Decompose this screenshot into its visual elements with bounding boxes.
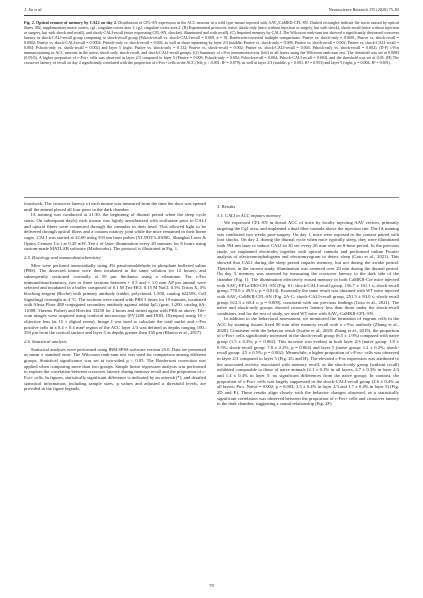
left-column	[24, 201, 206, 392]
header-authors: J. Jia et al.	[24, 7, 43, 12]
section-heading-histology: 2.5. Histology and immunohistochemistry	[24, 254, 101, 260]
running-header	[24, 7, 399, 17]
header-rule	[24, 15, 399, 16]
subsection-heading-cali: 3.1. CALI in ACC impairs memory	[217, 212, 281, 218]
section-heading-statistics: 2.6. Statistical analysis	[24, 339, 67, 345]
paragraph: In addition to the behavioral assessment, we monitored the formation of engram cells in the ACC by staining tissues fixed 90 min after memory recall with a c-Fos antibody (Zhang et al., 2020). Consistent with the behavior result (Scribe et al., 2020; Zhang et al., 2019), the proportion of c-Fos+ cells significantly increased in the shock-recall group (6.5 ± 1.9%) compared with naïve group (1.5 ± 0.3%; p = 0.002). This increase was evident in both layer 2/3 (naïve group: 1.8 ± 0.5%; shock-recall group: 7.8 ± 2.2%; p = 0.002) and layer 5 (naïve group: 1.2 ± 0.2%; shock-recall group: 4.5 ± 0.5%; p = 0.002). Meanwhile, a higher proportion of c-Fos+ cells was observed in layer 2/3 compared to layer 5 (Fig. 2G and H). The elevated c-Fos expression was attributed to the associated activity associated with memory recall, as the shock-only group (without recall) exhibited comparable to those of naïve animals (2.1 ± 0.1% in all layers, 2.7 ± 0.3% in layer 2/3 and 1.4 ± 0.4% in layer 5; no significant differences from the naïve group). In contrast, the proportion of c-Fos+ cells was largely suppressed in the shock-CALI-recall group (2.6 ± 0.4% in all layers; Pn.s. Naïve = 0.002; p = 0.002; 3.5 ± 0.4% in layer 2/3 and 1.7 ± 0.4% in layer 5) (Fig. 2D and E). These results align closely with the behavior changes observed, as a statistically significant correlation was observed between the proportion of c-Fos+ cells and crossover latency to the dark chamber, suggesting a causal relationship (Fig. 2F).	[217, 316, 399, 407]
figure-caption	[24, 20, 399, 65]
right-column	[217, 201, 399, 407]
caption-body: Distribution of CFL-SN expression in the ACC neurons in a wild type mouse injected with AAV₂/CaMKII-CFL-SN. Dashed rectangles indicate the tracts caused by optical fibers. M2, supplementary motor cortex; cg1, cingulate cortex area 1; cg2, cingulate cortex area 2. (B) Experimental protocols: naïve, shock-only (mice without injection or surgery, but with shock), shock-recall (mice without injection or surgery, but with shock and recall), and shock-CALI-recall (mice expressing CFL-SN, shocked, illuminated and with recall). (C) Impaired memory by CALI. The Wilcoxon rank-sum test showed a significantly decreased crossover latency in shock-CALI-recall group comparing to shock-recall group (Pshock-recall vs. shock-CALI-recall = 0.009, n = 9). Bonferroni-corrected multiple comparisons: Pnaïve vs. shock-only = 0.0001; Pnaïve vs. shock-recall = 0.0002; Pnaïve vs. shock-CALI-recall = 0.0004; Pshock-only vs. shock-recall = 0.002, as well as those separating by layer 2/3 (middle; Pnaïve vs. shock-only = 0.009; Pnaïve vs. shock-recall = 0.002; Pnaïve vs. shock-CALI-recall = 0.004; Pshock-only vs. shock-recall = 0.002) and layer 5 (right; Pnaïve vs. shock-only = 0.132; Pnaïve vs. shock-recall = 0.002; Pnaïve vs. shock-CALI-recall = 0.004; Pshock-only vs. shock-recall = 0.002). (D-F) c-Fos immunostaining in ACC neurons in the naïve, shock-only, shock-recall, and shock-CALI-recall groups. (G) Summary of c-Fos immunoreactivity (left) in all layers using the Wilcoxon rank-sum test. The threshold was set at 0.0083 (0.05/6). A higher proportion of c-Fos+ cells was observed in layer 2/3 compared to layer 5 (Pnaïve = 0.009; Pshock-only = 0.002; Pshock-recall = 0.004; Pshock-CALI-recall = 0.004), and the threshold was set at 0.05. (H) The crossover latency of recall on day 2 significantly correlated with the proportion of c-Fos+ cells in the ACC (left; p < 0.001, R² = 0.879), as well at layer 2/3 (middle; p < 0.001, R² = 0.953) and layer 5 (right; p = 0.004, R² = 0.691).	[24, 20, 400, 65]
paragraph: Mice were perfused transcardially using 4% paraformaldehyde in phosphate buffered saline (PBS). The dissected brains were then incubated in the same solution (or 12 hours), and subsequently sectioned coronally at 50 μm thickness using a vibratome. For c-Fos immunohistochemistry, two or three sections between + 0.5 and + 1.0 mm AP per animal were selected and incubated in a buffer composed of 0.1 M Tris-HCl, 0.15 M NaCl, 0.5% Triton X, 5% blocking reagent (Roche) with primary antibody (rabbit, polyclonal, 1:500, catalog #2250S, Cell Signaling) overnight at 4 °C. The sections were rinsed with PBS 3 times for 10 minutes, incubated with Alexa Fluor 488 conjugated secondary antibody against rabbit IgG (goat, 1:200, catalog #A-11008, Thermo Fisher) and Hoechst 33258 for 2 hours and rinsed again with PBS as above. Tile-scan images were acquired using confocal microscopy (FV1200 and IX83, Olympus) using 10 × objective lens (at 15 × digital zoom). Image J was used to calculate the total nuclei and c-Fos positive cells in a 0.4 × 0.4 mm² region of the ACC layer 2/3 was defined as depths ranging 100–350 μm from the cortical surface and layer 5 as depths greater than 350 μm (Blanco et al., 2017).	[24, 262, 206, 336]
paragraph: IA training was conducted at 21:30, the beginning of diurnal period when the sleep cycle starts. On subsequent day(s) each mouse was lightly anesthetized with isoflurane prior to CALI and optical fibers were connected through the cannulas in their head. This allowed light to be delivered through optical fibers and a custom rotatory joint while the mice remained in their home cages. CALI was started at 22:00 using 593 nm laser pulses (YL593T3–0300C, Shanghai Laser & Optics Century Co.) at 0.45 mW. Ten s of laser illumination every 20 minutes for 8 hours using custom-made MATLAB software (Mathworks). The protocol is illustrated in Fig. 1.	[24, 212, 206, 252]
caption-title: Optical erasure of memory by CALI on day 2.	[36, 20, 117, 25]
caption-label: Fig. 2.	[24, 20, 35, 25]
paragraph: We expressed CFL-SN in dorsal ACC of mice by locally injecting AAV vectors, primarily targeting the Cg1 area, and implanted a dual-fiber cannula above the injection site. The IA training was conducted two weeks post-surgery. On day 1, mice were exposed to the context paired with foot shocks. On day 2, during the diurnal cycle when mice typically sleep, they were illuminated with 594 nm laser to induce CALI in 30 sec every 20 min over an 8-hour period. In the previous study, we implanted electrodes together with optical cannula and performed online Fourier analysis of electroencephalogram and electromyogram to detect sleep (Goto et al., 2021). This showed that CALI during the sleep period impairs memory, but not during the awake period. Therefore, in the current study, illumination was centered over 20 min during the diurnal period. On day 3, memory was assessed by measuring the crossover latency to the dark side of the chamber (Fig. 1). The illumination effectively erased memory in both CaMKII-Cre mice injected with AAV₂-EF1α-DIO-CFL-SN (Fig. S1; shock-CALI-recall group, 156.7 ± 101.1 s; shock-recall group, 770.0 ± 49.9 s; p = 0.014). Essentially the same result was obtained with WT mice injected with AAV₂-CaMKII-CFL-SN (Fig. 2A-C; shock-CALI-recall group, 251.5 ± 84.0 s; shock-recall group, 612.3 ± 60.4 s; p = 0.009), consistent with our previous findings (Goto et al., 2021). The naïve and shock-only groups showed crossover latency less than those under the shock-recall conditions, and for the rest of study, we used WT mice with AAV₂-CaMKII-CFL-SN.	[217, 220, 399, 316]
paragraph: Statistical analyses were performed using IBM SPSS software version 25.0. Data are presented as mean ± standard error. The Wilcoxon rank-sum test was used for comparison among different groups. Statistical significance was set at two-sided p < 0.05. The Bonferroni correction was applied when comparing more than two groups. Simple linear regression analysis was performed to explore the correlation between crossover latency during memory recall and the proportion of c-Fos+ cells. In figures, statistically significant difference is indicated by an asterisk (*), and detailed statistical information, including sample sizes, p values and adjusted α threshold levels, are provided in the figure legends.	[24, 346, 206, 392]
page-number: 78	[209, 583, 214, 588]
header-journal: Neuroscience Research 155 (2020) 75–83	[328, 7, 399, 12]
caption-divider	[24, 197, 399, 198]
section-heading-results: 3. Results	[217, 204, 236, 209]
paragraph: footshock. The crossover latency of each mouse was measured from the time the door was opened until the animal placed all four paws in the dark chamber.	[24, 201, 206, 212]
